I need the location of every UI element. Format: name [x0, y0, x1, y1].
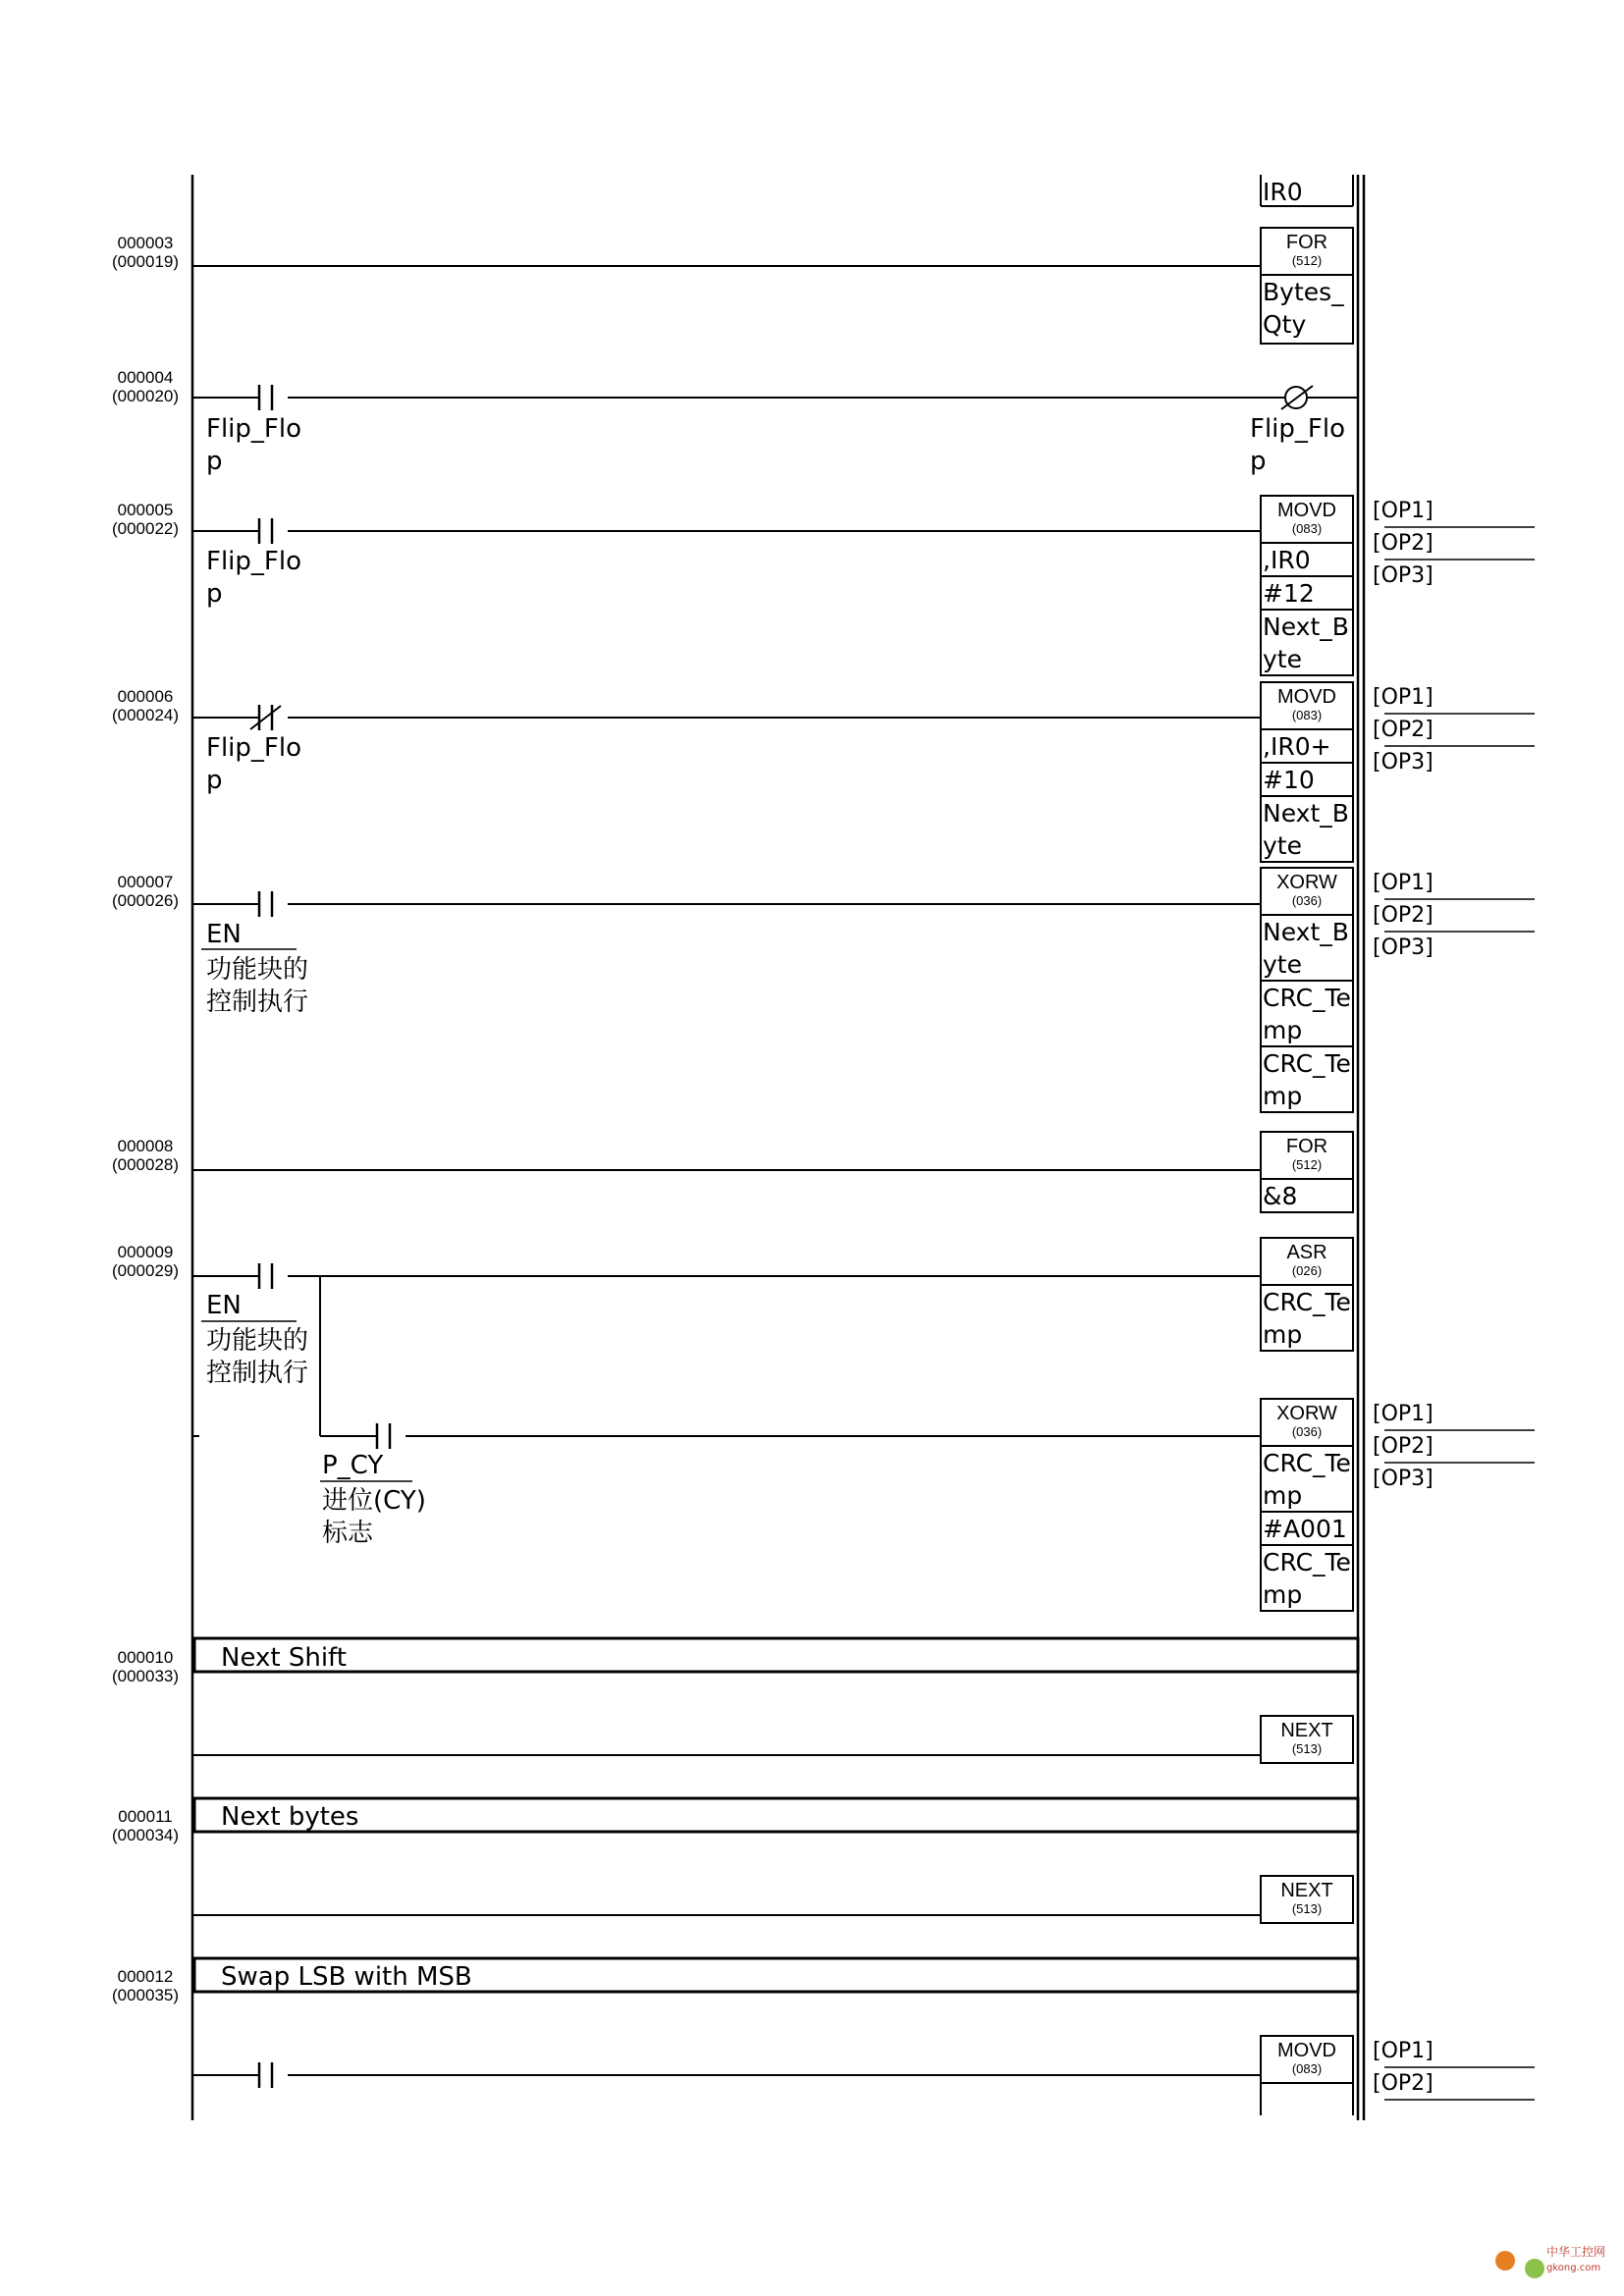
- movd-block-2-operand-2: Next_B: [1263, 799, 1349, 828]
- contact-label-flip-flop-1: p: [206, 447, 223, 476]
- asr-block-name: ASR: [1286, 1242, 1327, 1263]
- rung-step-000008: (000028): [111, 1155, 180, 1174]
- top-operand: IR0: [1263, 178, 1303, 206]
- for-block-2-name: FOR: [1285, 1136, 1328, 1157]
- xorw-block-1-operand-2: mp: [1263, 1082, 1303, 1110]
- rung-comment-box-2: [194, 1798, 1358, 1832]
- movd-block-1-op-label-0: [OP1]: [1373, 499, 1434, 523]
- contact-comment-2: 功能块的: [206, 1326, 309, 1356]
- xorw-block-1-name: XORW: [1276, 872, 1337, 893]
- xorw-block-1-operand-0: yte: [1263, 950, 1302, 979]
- movd-block-1-operand-2: yte: [1263, 645, 1302, 673]
- contact-comment-1: 功能块的: [206, 955, 309, 985]
- movd-block-1-operand-1: #12: [1263, 579, 1315, 608]
- xorw-block-2-op-label-1: [OP2]: [1373, 1434, 1434, 1459]
- asr-block-operand-0: CRC_Te: [1263, 1288, 1351, 1316]
- rung-step-000012: (000035): [111, 1986, 180, 2004]
- rung-step-000007: (000026): [111, 891, 180, 910]
- xorw-block-1-operand-1: CRC_Te: [1263, 984, 1351, 1012]
- xorw-block-2-operand-0: mp: [1263, 1481, 1303, 1510]
- rung-number-000011: 000011: [118, 1807, 173, 1826]
- rung-step-000006: (000024): [111, 706, 180, 724]
- xorw-block-1-op-label-1: [OP2]: [1373, 903, 1434, 928]
- next-block-2-name: NEXT: [1280, 1880, 1333, 1901]
- movd-block-1-operand-0: ,IR0: [1263, 546, 1311, 574]
- watermark: [1495, 2244, 1605, 2278]
- watermark-text-2: gkong.com: [1546, 2263, 1601, 2273]
- contact-comment-1: 控制执行: [206, 988, 309, 1017]
- xorw-block-2-code: (036): [1291, 1424, 1323, 1439]
- branch-contact-comment: 进位(CY): [322, 1486, 426, 1516]
- xorw-block-2-op-label-0: [OP1]: [1373, 1402, 1434, 1426]
- movd-block-1-op-label-2: [OP3]: [1373, 563, 1434, 588]
- rung-comment-box-1: [194, 1638, 1358, 1672]
- movd-block-1-name: MOVD: [1277, 500, 1336, 521]
- branch-contact-label: P_CY: [322, 1451, 384, 1480]
- for-block-1-name: FOR: [1285, 232, 1328, 253]
- movd-block-1-op-label-1: [OP2]: [1373, 531, 1434, 556]
- xorw-block-2-name: XORW: [1276, 1403, 1337, 1424]
- rung-number-000004: 000004: [117, 368, 174, 387]
- next-block-2-code: (513): [1291, 1901, 1323, 1916]
- next-block-1-code: (513): [1291, 1741, 1323, 1756]
- xorw-block-1-op-label-2: [OP3]: [1373, 935, 1434, 960]
- rung-number-000005: 000005: [117, 501, 174, 519]
- branch-contact-comment: 标志: [322, 1519, 374, 1548]
- rung-number-000010: 000010: [117, 1648, 174, 1667]
- movd-block-2-operand-0: ,IR0+: [1263, 732, 1331, 761]
- rung-comment-next-bytes: Next bytes: [221, 1802, 359, 1832]
- contact-label-flip-flop-2: p: [206, 579, 223, 609]
- watermark-text-1: 中华工控网: [1546, 2245, 1606, 2259]
- asr-block-operand-0: mp: [1263, 1320, 1303, 1349]
- rung-step-000003: (000019): [111, 252, 180, 271]
- rung-step-000004: (000020): [111, 387, 180, 405]
- contact-label-en-1: EN: [206, 920, 242, 949]
- movd-block-2-name: MOVD: [1277, 686, 1336, 708]
- movd-block-3-op-label-1: [OP2]: [1373, 2071, 1434, 2096]
- rung-step-000005: (000022): [111, 519, 180, 538]
- coil-label-flip-flop: p: [1250, 447, 1267, 476]
- asr-block-code: (026): [1291, 1263, 1323, 1278]
- movd-block-2-op-label-0: [OP1]: [1373, 685, 1434, 710]
- contact-label-flip-flop-1: Flip_Flo: [206, 414, 301, 444]
- for-block-1-operand-0: Bytes_: [1263, 278, 1344, 306]
- rung-number-000008: 000008: [117, 1137, 174, 1155]
- movd-block-1-operand-2: Next_B: [1263, 613, 1349, 641]
- rung-number-000012: 000012: [117, 1967, 174, 1986]
- for-block-2-code: (512): [1291, 1157, 1323, 1172]
- xorw-block-2-operand-2: mp: [1263, 1580, 1303, 1609]
- rung-step-000009: (000029): [111, 1261, 180, 1280]
- movd-block-1-code: (083): [1291, 521, 1323, 536]
- contact-label-flip-flop-3: Flip_Flo: [206, 733, 301, 763]
- xorw-block-1-operand-2: CRC_Te: [1263, 1049, 1351, 1078]
- rung-step-000011: (000034): [111, 1826, 180, 1844]
- xorw-block-2-operand-1: #A001: [1263, 1515, 1347, 1543]
- rung-number-000006: 000006: [117, 687, 174, 706]
- watermark-gear-icon: [1495, 2251, 1515, 2270]
- for-block-2-operand-0: &8: [1263, 1182, 1298, 1210]
- xorw-block-2-operand-0: CRC_Te: [1263, 1449, 1351, 1477]
- contact-label-en-2: EN: [206, 1291, 242, 1320]
- coil-label-flip-flop: Flip_Flo: [1250, 414, 1345, 444]
- rung-comment-swap: Swap LSB with MSB: [221, 1962, 472, 1992]
- xorw-block-2-operand-2: CRC_Te: [1263, 1548, 1351, 1576]
- movd-block-2-op-label-2: [OP3]: [1373, 750, 1434, 774]
- xorw-block-1-operand-1: mp: [1263, 1016, 1303, 1044]
- movd-block-3-code: (083): [1291, 2061, 1323, 2076]
- rung-number-000009: 000009: [117, 1243, 174, 1261]
- watermark-gear-icon-2: [1525, 2259, 1544, 2278]
- rung-step-000010: (000033): [111, 1667, 180, 1685]
- rung-number-000003: 000003: [117, 234, 174, 252]
- movd-block-3-name: MOVD: [1277, 2040, 1336, 2061]
- rung-number-000007: 000007: [117, 873, 174, 891]
- xorw-block-1-operand-0: Next_B: [1263, 918, 1349, 946]
- next-block-1-name: NEXT: [1280, 1720, 1333, 1741]
- for-block-1-code: (512): [1291, 253, 1323, 268]
- contact-comment-2: 控制执行: [206, 1359, 309, 1388]
- contact-label-flip-flop-3: p: [206, 766, 223, 795]
- contact-label-flip-flop-2: Flip_Flo: [206, 547, 301, 576]
- for-block-1-operand-0: Qty: [1263, 310, 1307, 339]
- xorw-block-2-op-label-2: [OP3]: [1373, 1467, 1434, 1491]
- movd-block-3-op-label-0: [OP1]: [1373, 2039, 1434, 2063]
- movd-block-2-op-label-1: [OP2]: [1373, 718, 1434, 742]
- xorw-block-1-op-label-0: [OP1]: [1373, 871, 1434, 895]
- movd-block-2-operand-2: yte: [1263, 831, 1302, 860]
- movd-block-2-code: (083): [1291, 708, 1323, 722]
- movd-block-2-operand-1: #10: [1263, 766, 1315, 794]
- xorw-block-1-code: (036): [1291, 893, 1323, 908]
- rung-comment-next-shift: Next Shift: [221, 1643, 347, 1673]
